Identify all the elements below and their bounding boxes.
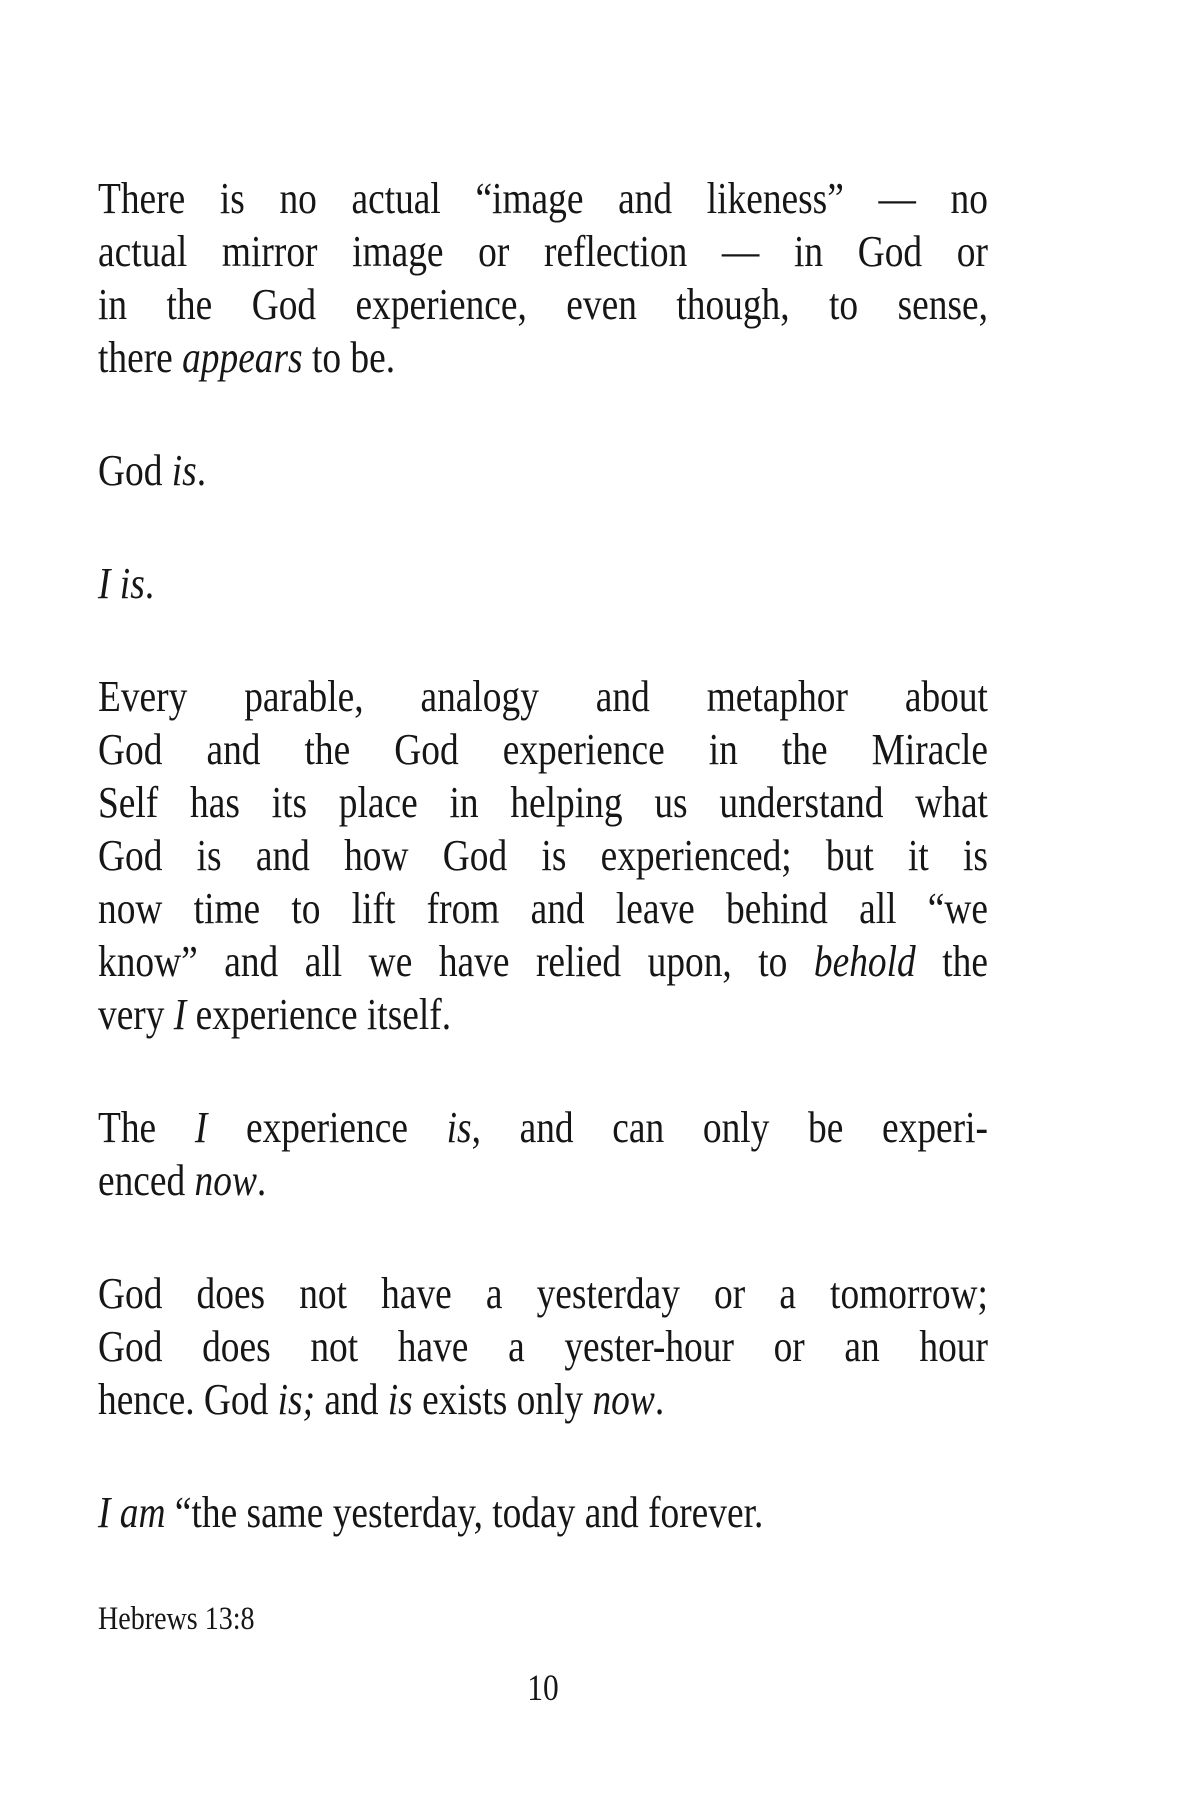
text-segment: God [98, 446, 172, 495]
paragraph [98, 1486, 988, 1539]
text-segment: know” and all we have relied upon, to [98, 937, 814, 986]
text-segment: . [196, 446, 207, 495]
text-segment: God is and how God is experienced; but it is [98, 831, 988, 880]
text-line [98, 723, 988, 776]
italic-text-segment: I [194, 1103, 208, 1152]
text-segment: experience itself. [186, 990, 452, 1039]
text-segment: in the God experience, even though, to sense, [98, 280, 988, 329]
text-line [98, 670, 988, 723]
italic-text-segment: I am [98, 1488, 166, 1537]
paragraph [98, 1101, 988, 1207]
text-line [98, 331, 988, 384]
text-line [98, 225, 988, 278]
text-line [98, 444, 988, 497]
text-line [98, 776, 988, 829]
text-segment: . [654, 1375, 665, 1424]
text-line [98, 557, 988, 610]
italic-text-segment: is; [277, 1375, 316, 1424]
text-segment: now time to lift from and leave behind all “we [98, 884, 988, 933]
text-line [98, 278, 988, 331]
italic-text-segment: is [171, 446, 197, 495]
text-line [98, 1320, 988, 1373]
text-segment: , and can only be experi- [471, 1103, 988, 1152]
italic-text-segment: now [592, 1375, 655, 1424]
text-segment: Self has its place in helping us understand what [98, 778, 988, 827]
text-segment: to be. [302, 333, 396, 382]
text-segment: the [915, 937, 988, 986]
text-line [98, 1486, 988, 1539]
italic-text-segment: I [173, 990, 187, 1039]
text-segment: very [98, 990, 174, 1039]
text-segment: “the same yesterday, today and forever. [165, 1488, 764, 1537]
text-line [98, 829, 988, 882]
paragraph [98, 444, 988, 497]
text-segment: enced [98, 1156, 195, 1205]
text-segment: hence. God [98, 1375, 278, 1424]
text-segment: God does not have a yesterday or a tomorrow; [98, 1269, 988, 1318]
text-segment: Every parable, analogy and metaphor about [98, 672, 988, 721]
italic-text-segment: is [446, 1103, 472, 1152]
text-segment: and [315, 1375, 388, 1424]
text-segment: . [256, 1156, 267, 1205]
paragraph [98, 670, 988, 1041]
italic-text-segment: is [387, 1375, 413, 1424]
text-segment: exists only [412, 1375, 593, 1424]
text-segment: . [144, 559, 155, 608]
text-line [98, 882, 988, 935]
scripture-citation: Hebrews 13:8 [98, 1601, 255, 1637]
paragraph [98, 1267, 988, 1426]
page-number: 10 [527, 1668, 559, 1709]
text-line [98, 1267, 988, 1320]
text-segment: actual mirror image or reflection — in God or [98, 227, 988, 276]
text-segment: experience [207, 1103, 447, 1152]
paragraph [98, 172, 988, 384]
italic-text-segment: appears [182, 333, 303, 382]
italic-text-segment: I is [98, 559, 145, 608]
text-segment: The [98, 1103, 195, 1152]
italic-text-segment: now [194, 1156, 257, 1205]
text-line [98, 988, 988, 1041]
text-line [98, 172, 988, 225]
text-line [98, 1154, 988, 1207]
paragraph [98, 557, 988, 610]
text-line [98, 935, 988, 988]
text-block [98, 172, 988, 1711]
italic-text-segment: behold [813, 937, 916, 986]
text-segment: There is no actual “image and likeness” — no [98, 174, 988, 223]
text-segment: there [98, 333, 183, 382]
text-segment: God does not have a yester-hour or an hour [98, 1322, 988, 1371]
text-line [98, 1101, 988, 1154]
text-line [98, 1373, 988, 1426]
text-segment: God and the God experience in the Miracle [98, 725, 988, 774]
